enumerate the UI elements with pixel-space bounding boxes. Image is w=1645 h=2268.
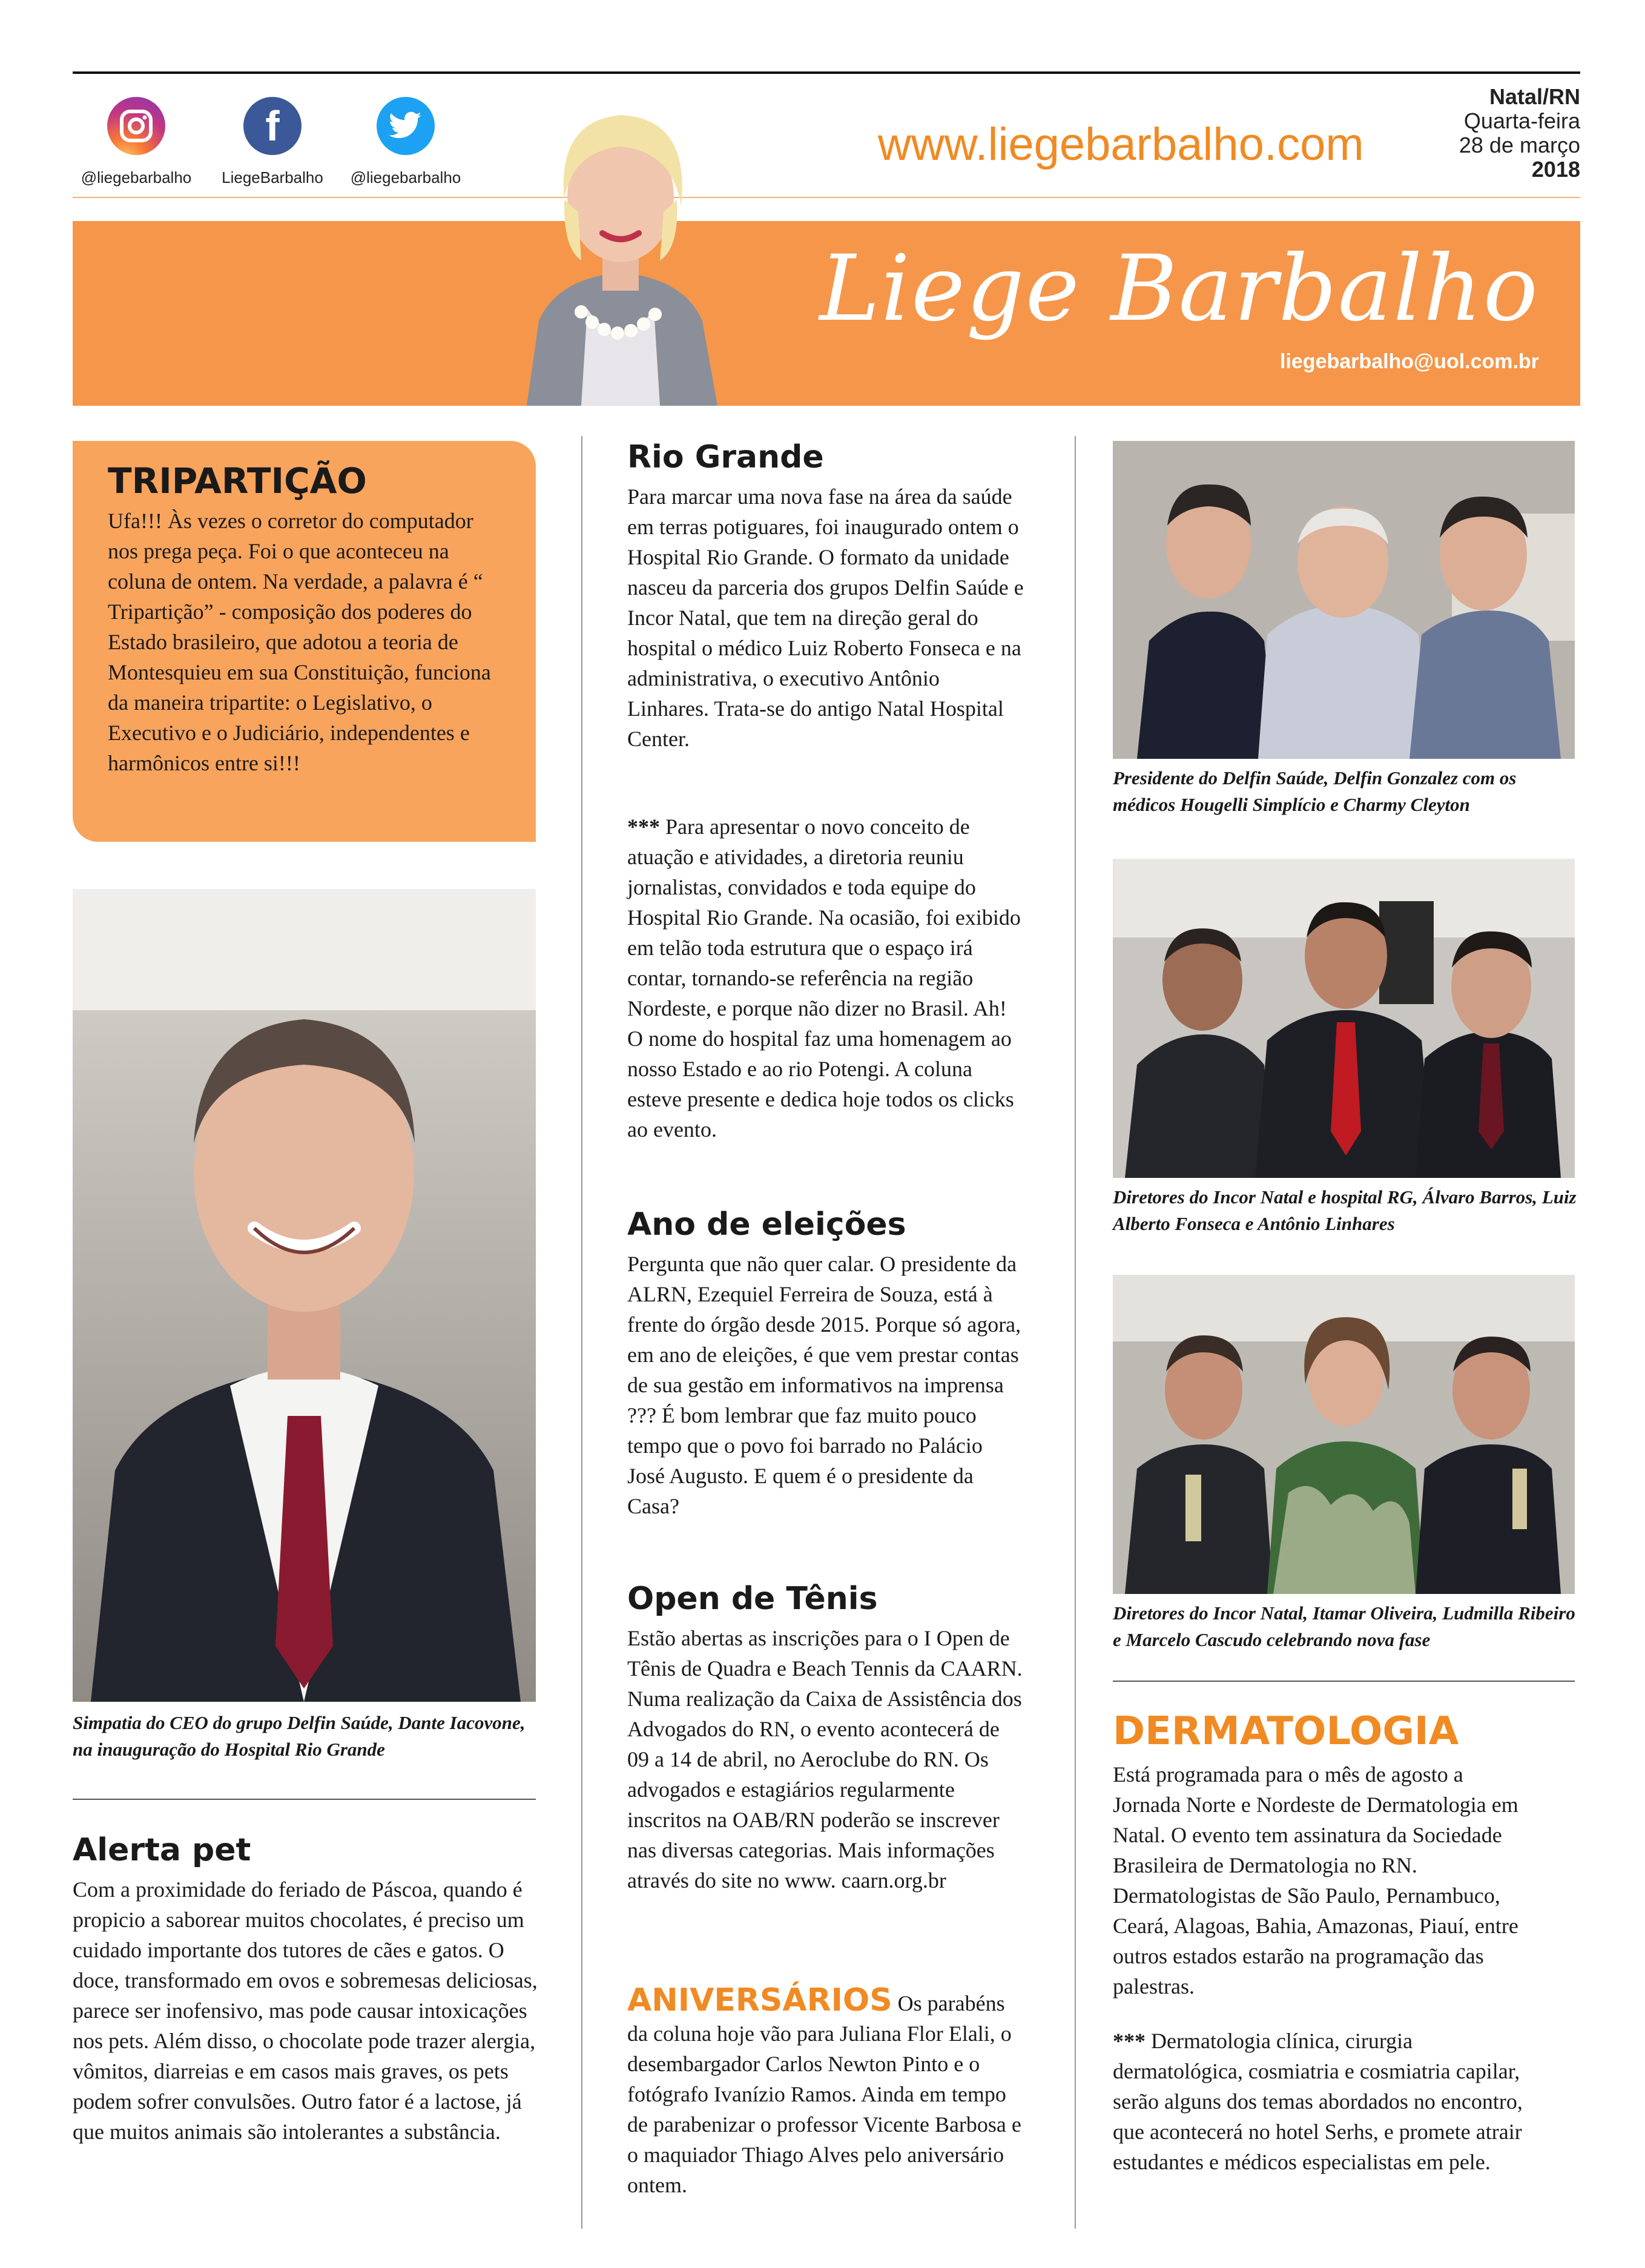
dermatologia-text-2 <box>1113 2026 1525 2177</box>
eleicoes-text: Pergunta que não quer calar. O presidente da ALRN, Ezequiel Ferreira de Souza, está à frente do órgão desde 2015. Porque só agora, em ano de eleições, é que vem prestar contas de sua gestão em informativos na imprensa ??? É bom lembrar que faz muito pouco tempo que o povo foi barrado no Palácio José Augusto. E quem é o presidente da Casa? <box>627 1252 1021 1518</box>
weekday: Quarta-feira <box>1463 108 1580 133</box>
city: Natal/RN <box>1489 84 1580 109</box>
column-divider-2 <box>1075 436 1076 2229</box>
twitter-icon <box>377 97 435 155</box>
event-photo-3-caption: Diretores do Incor Natal, Itamar Oliveira, Ludmilla Ribeiro e Marcelo Cascudo celebrando nova fase <box>1113 1602 1575 1650</box>
event-photo-2 <box>1113 859 1575 1178</box>
instagram-link[interactable] <box>67 97 206 187</box>
top-rule <box>73 71 1580 74</box>
event-photo-2-caption: Diretores do Incor Natal e hospital RG, Álvaro Barros, Luiz Alberto Fonseca e Antônio Linhares <box>1113 1186 1577 1234</box>
rio-text-2 <box>627 812 1024 1145</box>
columnist-email[interactable]: liegebarbalho@uol.com.br <box>1280 350 1539 373</box>
ceo-photo <box>73 889 536 1702</box>
ceo-photo-caption: Simpatia do CEO do grupo Delfin Saúde, Dante Iacovone, na inauguração do Hospital Rio Grande <box>73 1712 526 1760</box>
date-block <box>1459 85 1580 182</box>
website-url[interactable]: www.liegebarbalho.com <box>878 119 1364 170</box>
alerta-text: Com a proximidade do feriado de Páscoa, quando é propicio a saborear muitos chocolates, é preciso um cuidado importante dos tutores de cães e gatos. O doce, transformado em ovos e sobremesas deliciosas, parece ser inofensivo, mas pode causar intoxicações nos pets. Além disso, o chocolate pode trazer alergia, vômitos, diarreias e em casos mais graves, os pets podem sofrer convulsões. Outro fator é a lactose, já que muitos animais são intolerantes a substância. <box>73 1877 538 2144</box>
event-photo-1 <box>1113 441 1575 759</box>
columnist-portrait <box>515 79 727 406</box>
alerta-title: Alerta pet <box>73 1832 251 1868</box>
header-divider <box>73 197 1580 198</box>
eleicoes-title: Ano de eleições <box>627 1206 906 1243</box>
left-divider <box>73 1799 536 1800</box>
dermatologia-text-2-body: Dermatologia clínica, cirurgia dermatológica, cosmiatria e cosmiatria capilar, serão alguns dos temas abordados no encontro, que acontecerá no hotel Serhs, e promete atrair estudantes e médicos especialistas em pele. <box>1113 2029 1523 2174</box>
dermatologia-text-1: Está programada para o mês de agosto a Jornada Norte e Nordeste de Dermatologia em Natal. O evento tem assinatura da Sociedade Brasileira de Dermatologia no RN. Dermatologistas de São Paulo, Pernambuco, Ceará, Alagoas, Bahia, Amazonas, Piauí, entre outros estados estarão na programação das palestras. <box>1113 1762 1518 1999</box>
facebook-link[interactable] <box>203 97 342 187</box>
year: 2018 <box>1531 157 1580 182</box>
aniversarios-text: Os parabéns da coluna hoje vão para Juliana Flor Elali, o desembargador Carlos Newton Pinto e o fotógrafo Ivanízio Ramos. Ainda em tempo de parabenizar o professor Vicente Barbosa e o maquiador Thiago Alves pelo aniversário ontem. <box>627 1991 1021 2197</box>
twitter-handle: @liegebarbalho <box>350 168 461 187</box>
twitter-link[interactable] <box>336 97 475 187</box>
rio-title: Rio Grande <box>627 439 824 475</box>
facebook-handle: LiegeBarbalho <box>222 168 323 187</box>
dermatologia-title: DERMATOLOGIA <box>1113 1709 1459 1754</box>
aniversarios-title: ANIVERSÁRIOS <box>627 1982 892 2018</box>
tripartition-text: Ufa!!! Às vezes o corretor do computador nos prega peça. Foi o que aconteceu na coluna de ontem. Na verdade, a palavra é “ Tripartição” - composição dos poderes do Estado brasileiro, que adotou a teoria de Montesquieu em sua Constituição, funciona da maneira tripartite: o Legislativo, o Executivo e o Judiciário, independentes e harmônicos entre si!!! <box>108 509 491 775</box>
rio-text-1: Para marcar uma nova fase na área da saúde em terras potiguares, foi inaugurado ontem o Hospital Rio Grande. O formato da unidade nasceu da parceria dos grupos Delfin Saúde e Incor Natal, que tem na direção geral do hospital o médico Luiz Roberto Fonseca e na administrativa, o executivo Antônio Linhares. Trata-se do antigo Natal Hospital Center. <box>627 484 1024 751</box>
rio-text-2-body: Para apresentar o novo conceito de atuação e atividades, a diretoria reuniu jornalistas, convidados e toda equipe do Hospital Rio Grande. Na ocasião, foi exibido em telão toda estrutura que o espaço irá contar, tornando-se referência na região Nordeste, e porque não dizer no Brasil. Ah! O nome do hospital faz uma homenagem ao nosso Estado e ao rio Potengi. A coluna esteve presente e dedica hoje todos os clicks ao evento. <box>627 815 1021 1142</box>
instagram-icon <box>107 97 165 155</box>
instagram-handle: @liegebarbalho <box>81 168 192 187</box>
right-divider <box>1113 1681 1575 1682</box>
dermatologia-text-2-mark: *** <box>1113 2029 1146 2053</box>
columnist-name: Liege Barbalho <box>819 236 1539 342</box>
event-photo-1-caption: Presidente do Delfin Saúde, Delfin Gonzalez com os médicos Hougelli Simplício e Charmy Cleyton <box>1113 767 1517 815</box>
tenis-text: Estão abertas as inscrições para o I Open de Tênis de Quadra e Beach Tennis da CAARN. Numa realização da Caixa de Assistência dos Advogados do RN, o evento acontecerá de 09 a 14 de abril, no Aeroclube do RN. Os advogados e estagiários regularmente inscritos na OAB/RN poderão se inscrever nas diversas categorias. Mais informações através do site no www. caarn.org.br <box>627 1626 1023 1893</box>
column-divider-1 <box>581 436 582 2229</box>
facebook-icon: f <box>243 97 302 155</box>
aniversarios-block <box>627 1982 1024 2200</box>
tripartition-title: TRIPARTIÇÃO <box>108 460 367 501</box>
date: 28 de março <box>1459 133 1580 157</box>
tenis-title: Open de Tênis <box>627 1581 878 1617</box>
rio-text-2-mark: *** <box>627 815 660 839</box>
event-photo-3 <box>1113 1275 1575 1594</box>
